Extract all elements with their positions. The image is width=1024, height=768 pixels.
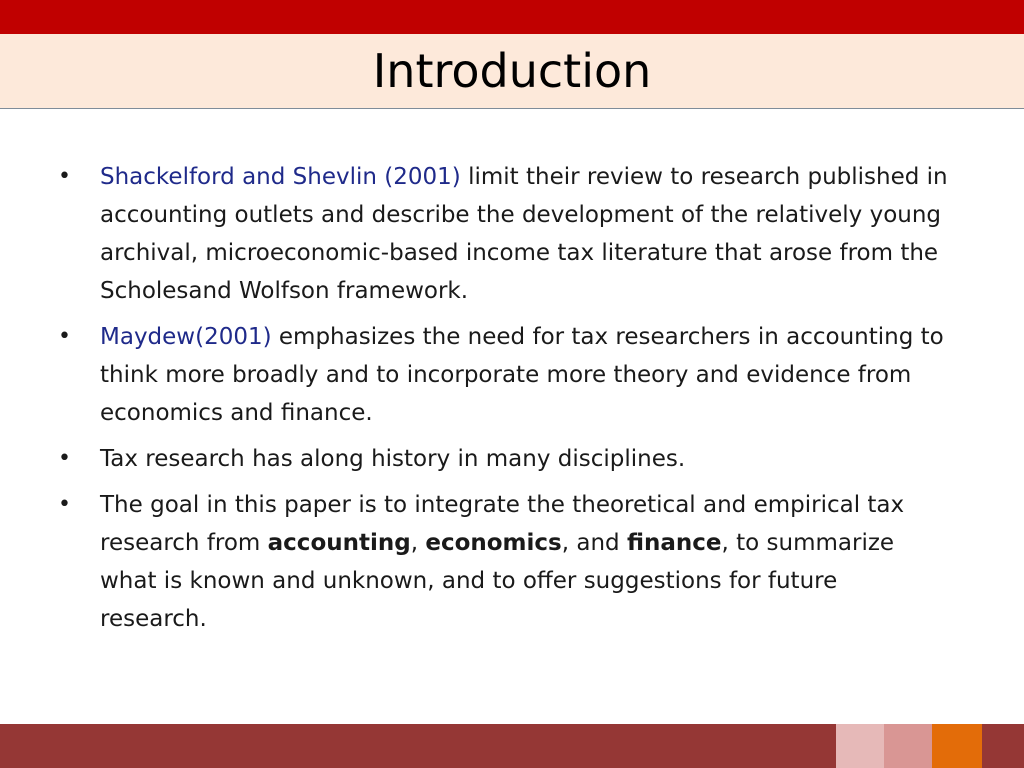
bullet-text: emphasizes the need for tax researchers in accounting to think more broadly and to incorporate more theory and evidence from economics and finance. bbox=[100, 324, 944, 426]
slide-title: Introduction bbox=[372, 44, 652, 98]
bullet-icon: • bbox=[58, 324, 71, 349]
keyword-finance: finance bbox=[626, 530, 722, 556]
bullet-icon: • bbox=[58, 164, 71, 189]
bullet-item-maydew bbox=[58, 318, 950, 432]
bullet-icon: • bbox=[58, 446, 71, 471]
footer-accent-block bbox=[884, 724, 932, 768]
footer-accent-block bbox=[932, 724, 982, 768]
top-accent-bar bbox=[0, 0, 1024, 34]
keyword-economics: economics bbox=[425, 530, 562, 556]
bullet-text: Tax research has along history in many disciplines. bbox=[100, 446, 686, 472]
bullet-icon: • bbox=[58, 492, 71, 517]
bullet-item-shackelford bbox=[58, 158, 950, 310]
keyword-accounting: accounting bbox=[267, 530, 411, 556]
bullet-item-goal bbox=[58, 486, 950, 638]
title-band bbox=[0, 34, 1024, 109]
slide-content bbox=[58, 158, 950, 646]
bullet-text: limit their review to research published in accounting outlets and describe the development of the relatively young archival, microeconomic-based income tax literature that arose from the Scholesand Wolfson framework. bbox=[100, 164, 948, 304]
bullet-list bbox=[58, 158, 950, 638]
bullet-text: The goal in this paper is to integrate the theoretical and empirical tax research from bbox=[100, 492, 905, 556]
bullet-text: , and bbox=[561, 530, 627, 556]
footer-accent-block bbox=[836, 724, 884, 768]
reference-maydew: Maydew(2001) bbox=[100, 324, 272, 350]
reference-shackelford-shevlin: Shackelford and Shevlin (2001) bbox=[100, 164, 461, 190]
footer-bar bbox=[0, 724, 1024, 768]
bullet-text: , bbox=[410, 530, 426, 556]
bullet-text: , to summarize what is known and unknown, and to offer suggestions for future research. bbox=[100, 530, 895, 632]
bullet-item-history bbox=[58, 440, 950, 478]
